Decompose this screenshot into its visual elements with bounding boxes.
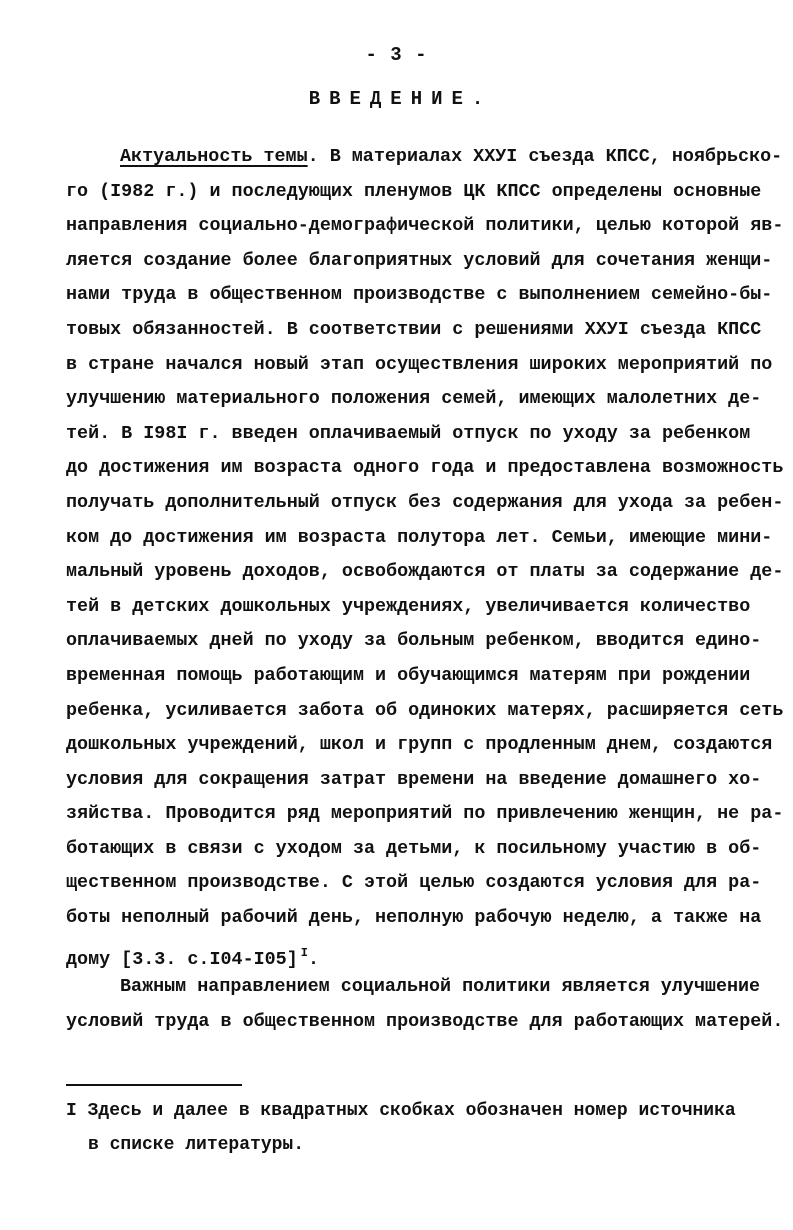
paragraph-line: ботающих в связи с уходом за детьми, к посильному участию в об- [66,837,762,859]
paragraph-line: условия для сокращения затрат времени на введение домашнего хо- [66,768,762,790]
paragraph-line: в стране начался новый этап осуществления широких мероприятий по [66,353,773,375]
footnote-line: I Здесь и далее в квадратных скобках обозначен номер источника [66,1101,736,1121]
paragraph-line: оплачиваемых дней по уходу за больным ребенком, вводится едино- [66,630,762,652]
footnote-divider [66,1084,242,1086]
paragraph-line: нами труда в общественном производстве с выполнением семейно-бы- [66,284,773,306]
sentence-end: . [307,948,320,970]
paragraph-line: зяйства. Проводится ряд мероприятий по привлечению женщин, не ра- [66,803,784,825]
paragraph-line: дошкольных учреждений, школ и групп с продленным днем, создаются [66,734,773,756]
paragraph-line: временная помощь работающим и обучающимся матерям при рождении [66,664,751,686]
paragraph-line: до достижения им возраста одного года и предоставлена возможность [66,457,784,479]
paragraph-line: направления социально-демографической политики, целью которой яв- [66,215,784,237]
citation-text: дому [3.3. с.I04-I05] [66,948,298,970]
page-number: - 3 - [365,44,428,66]
footnote [66,1094,782,1162]
footnote-line: в списке литературы. [88,1135,305,1155]
footnote-marker: I [300,945,308,960]
paragraph-line: получать дополнительный отпуск без содержания для ухода за ребен- [66,491,784,513]
paragraph-line: ребенка, усиливается забота об одиноких матерях, расширяется сеть [66,699,784,721]
body-text [66,140,782,1039]
paragraph-line: улучшению материального положения семей, имеющих малолетних де- [66,388,762,410]
paragraph-line [66,936,782,971]
paragraph-line: боты неполный рабочий день, неполную рабочую неделю, а также на [66,907,762,929]
paragraph-line: Важным направлением социальной политики является улучшение [120,976,761,998]
paragraph-line: условий труда в общественном производстве для работающих матерей. [66,1010,784,1032]
paragraph-line-text: . В материалах ХХУI съезда КПСС, ноябрьско- [307,146,783,167]
paragraph-line: тей. В I98I г. введен оплачиваемый отпуск по уходу за ребенком [66,422,751,444]
paragraph-line: ляется создание более благоприятных условий для сочетания женщи- [66,249,773,271]
paragraph-line: товых обязанностей. В соответствии с решениями ХХУI съезда КПСС [66,318,762,340]
paragraph-line: ком до достижения им возраста полутора лет. Семьи, имеющие мини- [66,526,773,548]
paragraph-line: щественном производстве. С этой целью создаются условия для ра- [66,872,762,894]
paragraph-line [66,140,782,175]
paragraph-line: го (I982 г.) и последующих пленумов ЦК КПСС определены основные [66,180,762,202]
section-heading: ВВЕДЕНИЕ. [308,88,493,110]
paragraph-line: тей в детских дошкольных учреждениях, увеличивается количество [66,595,751,617]
topic-relevance-label: Актуальность темы [120,146,308,167]
paragraph-line: мальный уровень доходов, освобождаются от платы за содержание де- [66,561,784,583]
